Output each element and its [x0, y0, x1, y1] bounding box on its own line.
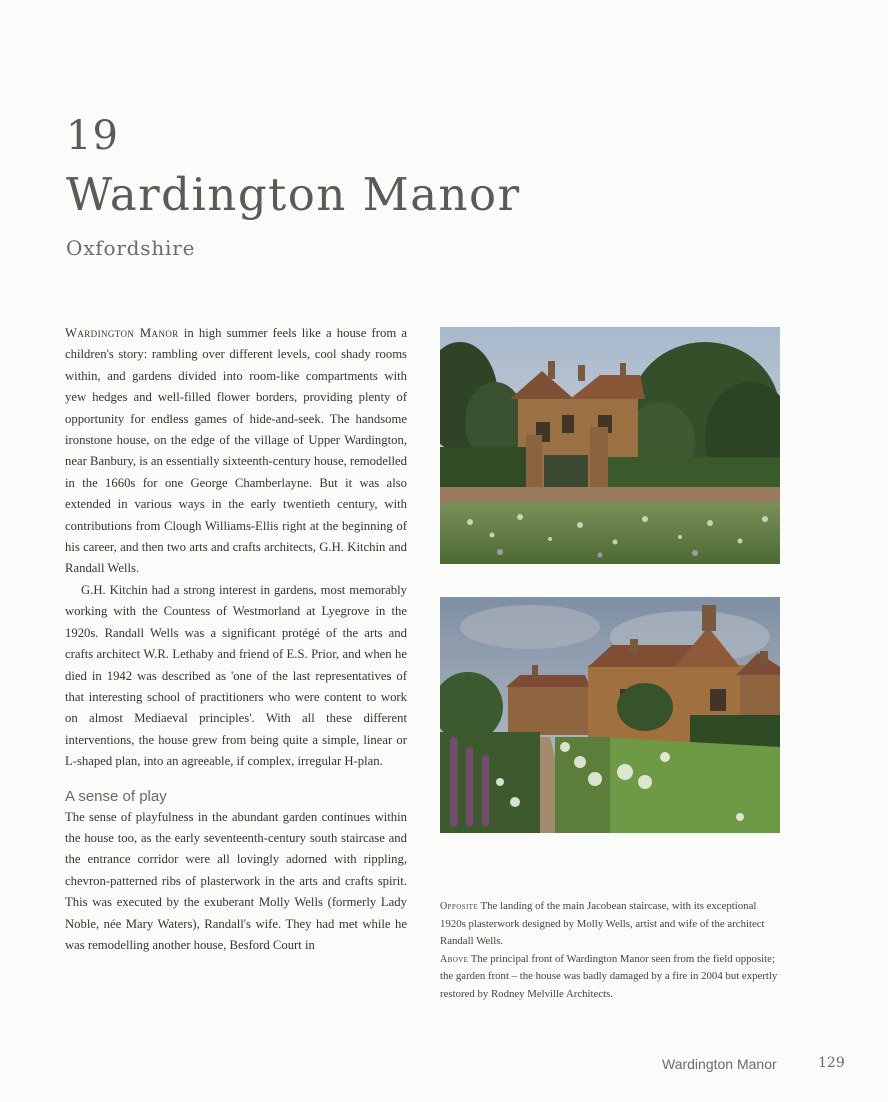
caption-opposite-label: Opposite — [440, 901, 479, 912]
caption-opposite — [440, 898, 780, 951]
running-footer: Wardington Manor — [662, 1056, 777, 1072]
caption-above-text: The principal front of Wardington Manor seen from the field opposite; the garden front – the house was badly damaged by a fire in 2004 but expertly restored by Rodney Melville Architects. — [440, 952, 778, 1000]
captions — [440, 898, 780, 1003]
body-paragraph-3: The sense of playfulness in the abundant garden continues within the house too, as the early seventeenth-century south staircase and the entrance corridor were all lovingly adorned with rippling, chevron-patterned ribs of plasterwork in the arts and crafts spirit. This was executed by the exuberant Molly Wells (formerly Lady Noble, née Mary Waters), Randall's wife. They had met while he was remodelling another house, Besford Court in — [65, 809, 407, 952]
caption-above — [440, 951, 780, 1004]
lead-in-smallcaps: Wardington Manor — [65, 326, 179, 340]
page-number: 129 — [818, 1055, 845, 1071]
page-title: Wardington Manor — [66, 168, 521, 221]
body-paragraph-1-text: in high summer feels like a house from a children's story: rambling over different levels, cool shady rooms within, and gardens divided into room-like compartments with yew hedges and well-filled flower borders, providing plenty of opportunity for endless games of hide-and-seek. The handsome ironstone house, on the edge of the village of Upper Wardington, near Banbury, is an essentially sixteenth-century house, remodelled in the 1660s for one George Chamberlayne. But it was also extended in various ways in the early twentieth century, with contributions from Clough Williams-Ellis right at the beginning of his career, and then two arts and crafts architects, G.H. Kitchin and Randall Wells. — [65, 326, 407, 576]
caption-above-label: Above — [440, 953, 469, 965]
body-paragraph-2: G.H. Kitchin had a strong interest in gardens, most memorably working with the Countess of Westmorland at Lyegrove in the 1920s. Randall Wells was a significant protégé of the arts and crafts architect W.R. Lethaby and friend of E.S. Prior, and when he died in 1942 was described as 'one of the last representatives of that interesting school of practitioners who were content to work on almost Mediaeval principles'. With all these different interventions, the house grew from being quite a simple, linear or L-shaped plan, into an agreeable, if complex, irregular H-plan. — [65, 582, 407, 769]
photo-manor-garden-front — [440, 597, 780, 833]
manor-gatehouse-photo-icon — [440, 327, 780, 564]
section-heading: A sense of play — [65, 787, 167, 805]
manor-garden-front-photo-icon — [440, 597, 780, 833]
page-subtitle: Oxfordshire — [66, 236, 196, 260]
body-column — [65, 323, 407, 956]
photo-manor-gatehouse — [440, 327, 780, 564]
chapter-number: 19 — [66, 113, 119, 159]
body-paragraph-1 — [65, 323, 407, 580]
caption-opposite-text: The landing of the main Jacobean staircase, with its exceptional 1920s plasterwork designed by Molly Wells, artist and wife of the architect Randall Wells. — [440, 900, 765, 947]
